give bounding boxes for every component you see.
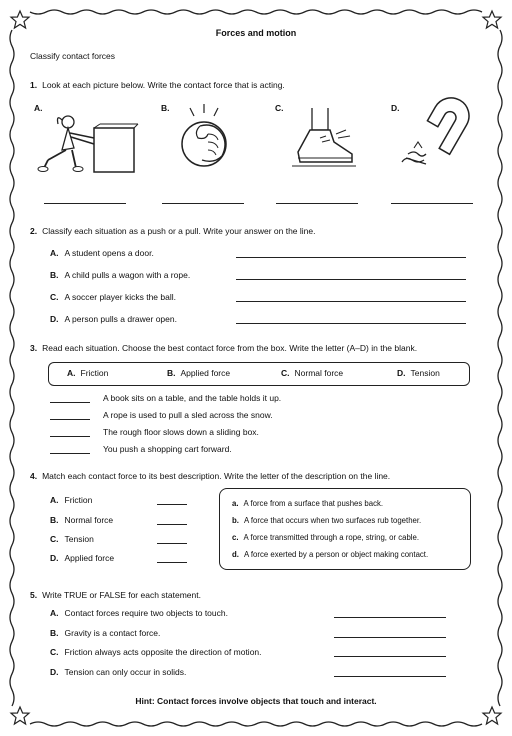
q2-answer-line[interactable] [236, 301, 466, 302]
question-3-text: Read each situation. Choose the best contact force from the box. Write the letter (A–D) in the blank. [42, 343, 418, 353]
answer-line-c[interactable] [276, 203, 358, 204]
q5-answer-line[interactable] [334, 656, 446, 657]
q3-item: You push a shopping cart forward. [103, 444, 232, 454]
q4-blank[interactable] [157, 524, 187, 525]
description-c: c. A force transmitted through a rope, string, or cable. [232, 533, 420, 542]
hint-text: Hint: Contact forces involve objects that touch and interact. [135, 696, 377, 706]
option-friction: A. Friction [67, 368, 109, 378]
q4-blank[interactable] [157, 543, 187, 544]
question-4: 4. Match each contact force to its best description. Write the letter of the description on the line. [30, 471, 391, 481]
star-icon [483, 11, 501, 28]
q5-item: D. Tension can only occur in solids. [50, 667, 187, 677]
q3-blank[interactable] [50, 453, 90, 454]
page-subtitle: Classify contact forces [30, 51, 116, 61]
q3-blank[interactable] [50, 402, 90, 403]
foot-kicking-icon [290, 108, 360, 174]
q2-answer-line[interactable] [236, 323, 466, 324]
q4-force: D. Applied force [50, 553, 115, 563]
option-applied-force: B. Applied force [167, 368, 231, 378]
star-icon [483, 707, 501, 724]
picture-label-c: C. [275, 103, 284, 113]
question-4-text: Match each contact force to its best description. Write the letter of the description on the line. [42, 471, 391, 481]
q4-blank[interactable] [157, 562, 187, 563]
hand-squeezing-ball-icon [178, 104, 238, 174]
q5-answer-line[interactable] [334, 637, 446, 638]
description-b: b. A force that occurs when two surfaces rub together. [232, 516, 422, 525]
q2-answer-line[interactable] [236, 279, 466, 280]
answer-line-d[interactable] [391, 203, 473, 204]
q2-item: D. A person pulls a drawer open. [50, 314, 177, 324]
star-icon [11, 11, 29, 28]
question-5: 5. Write TRUE or FALSE for each statement. [30, 590, 201, 600]
q2-item: C. A soccer player kicks the ball. [50, 292, 176, 302]
picture-label-a: A. [34, 103, 43, 113]
option-normal-force: C. Normal force [281, 368, 344, 378]
picture-label-d: D. [391, 103, 400, 113]
q5-answer-line[interactable] [334, 617, 446, 618]
option-tension: D. Tension [397, 368, 440, 378]
star-icon [11, 707, 29, 724]
description-d: d. A force exerted by a person or object making contact. [232, 550, 429, 559]
question-3: 3. Read each situation. Choose the best contact force from the box. Write the letter (A–D) in the blank. [30, 343, 418, 353]
q2-answer-line[interactable] [236, 257, 466, 258]
q5-item: C. Friction always acts opposite the direction of motion. [50, 647, 262, 657]
question-1-text: Look at each picture below. Write the contact force that is acting. [42, 80, 285, 90]
q2-item: B. A child pulls a wagon with a rope. [50, 270, 191, 280]
q5-item: A. Contact forces require two objects to touch. [50, 608, 228, 618]
q4-force: B. Normal force [50, 515, 114, 525]
q4-blank[interactable] [157, 504, 187, 505]
answer-line-b[interactable] [162, 203, 244, 204]
picture-label-b: B. [161, 103, 170, 113]
q3-blank[interactable] [50, 419, 90, 420]
child-pushing-box-icon [34, 108, 144, 174]
description-a: a. A force from a surface that pushes back. [232, 499, 384, 508]
question-5-text: Write TRUE or FALSE for each statement. [42, 590, 201, 600]
page-title: Forces and motion [215, 28, 297, 38]
q3-item: The rough floor slows down a sliding box. [103, 427, 259, 437]
descriptions-box [219, 488, 471, 570]
q3-item: A book sits on a table, and the table holds it up. [103, 393, 282, 403]
force-options-box [48, 362, 470, 386]
question-1: 1. Look at each picture below. Write the contact force that is acting. [30, 80, 285, 90]
magnet-attracting-clips-icon [396, 108, 476, 174]
answer-line-a[interactable] [44, 203, 126, 204]
question-2-text: Classify each situation as a push or a pull. Write your answer on the line. [42, 226, 316, 236]
q3-blank[interactable] [50, 436, 90, 437]
q5-answer-line[interactable] [334, 676, 446, 677]
q5-item: B. Gravity is a contact force. [50, 628, 161, 638]
question-2: 2. Classify each situation as a push or a pull. Write your answer on the line. [30, 226, 316, 236]
q3-item: A rope is used to pull a sled across the snow. [103, 410, 273, 420]
q2-item: A. A student opens a door. [50, 248, 154, 258]
q4-force: C. Tension [50, 534, 94, 544]
q4-force: A. Friction [50, 495, 93, 505]
